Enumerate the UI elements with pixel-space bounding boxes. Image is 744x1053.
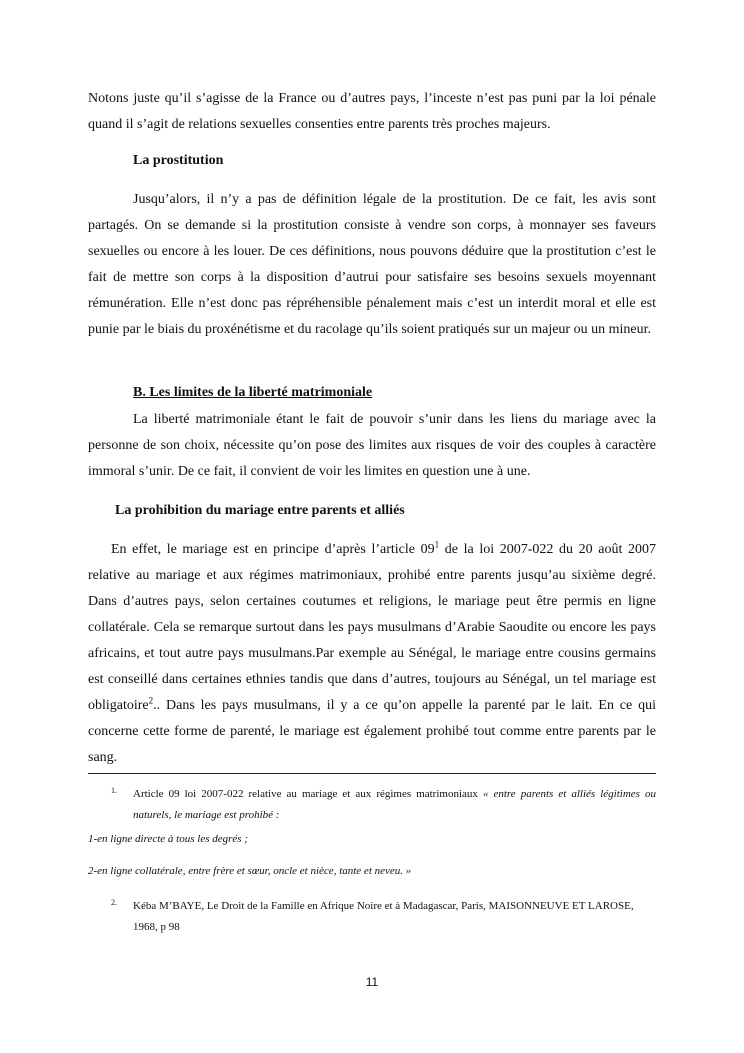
footnote-number-2: 2. <box>111 898 117 907</box>
footnote-1-quote: « entre parents et alliés légitimes ou naturels, le mariage est prohibé : <box>133 788 656 821</box>
footnote-separator <box>88 773 656 774</box>
paragraph-section-b: La liberté matrimoniale étant le fait de pouvoir s’unir dans les liens du mariage avec la personne de son choix, nécessite qu’on pose des limites aux risques de voir des couples à caractère immoral s’unir. De ce fait, il convient de voir les limites en question une à une. <box>88 412 656 479</box>
heading-prohibition: La prohibition du mariage entre parents et alliés <box>115 503 405 518</box>
heading-prostitution: La prostitution <box>133 153 224 168</box>
heading-section-b: B. Les limites de la liberté matrimoniale <box>133 385 373 400</box>
page-number: 11 <box>365 975 379 989</box>
footnote-1-text: Article 09 loi 2007-022 relative au mariage et aux régimes matrimoniaux <box>133 788 483 800</box>
footnote-1-line-2: 1-en ligne directe à tous les degrés ; <box>88 833 248 845</box>
prohibition-text-3: .. Dans les pays musulmans, il y a ce qu’on appelle la parenté par le lait. En ce qui concerne cette forme de parenté, le mariage est également prohibé tout comme entre parents par le sang. <box>88 698 656 765</box>
paragraph-prohibition <box>88 537 656 771</box>
footnote-ref-1: 1 <box>434 539 440 550</box>
footnote-2: Kéba M’BAYE, Le Droit de la Famille en Afrique Noire et à Madagascar, Paris, MAISONNEUVE ET LAROSE, 1968, p 98 <box>133 900 634 933</box>
paragraph-prostitution: Jusqu’alors, il n’y a pas de définition légale de la prostitution. De ce fait, les avis sont partagés. On se demande si la prostitution consiste à vendre son corps, à monnayer ses faveurs sexuelles ou encore à les louer. De ces définitions, nous pouvons déduire que la prostitution c’est le fait de mettre son corps à la disposition d’autrui pour satisfaire ses besoins sexuels moyennant rémunération. Elle n’est donc pas répréhensible pénalement mais c’est un interdit moral et elle est punie par le biais du proxénétisme et du racolage qu’ils soient pratiqués sur un majeur ou un mineur. <box>88 192 656 337</box>
footnote-1-line-3: 2-en ligne collatérale, entre frère et sœur, oncle et nièce, tante et neveu. » <box>88 865 412 877</box>
footnote-1 <box>133 784 656 826</box>
prohibition-text-2: de la loi 2007-022 du 20 août 2007 relative au mariage et aux régimes matrimoniaux, prohibé entre parents jusqu’au sixième degré. Dans d’autres pays, selon certaines coutumes et religions, le mariage peut être permis en ligne collatérale. Cela se remarque surtout dans les pays musulmans d’Arabie Saoudite ou encore les pays africains, et tout autre pays musulmans.Par exemple au Sénégal, le mariage entre cousins germains est conseillé dans certaines ethnies tandis que dans d’autres, toujours au Sénégal, un tel mariage est obligatoire <box>88 542 656 713</box>
prohibition-text-1: En effet, le mariage est en principe d’après l’article 09 <box>111 542 435 557</box>
footnote-number-1: 1. <box>111 786 117 795</box>
footnote-ref-2: 2 <box>148 695 154 706</box>
paragraph-inceste: Notons juste qu’il s’agisse de la France ou d’autres pays, l’inceste n’est pas puni par la loi pénale quand il s’agit de relations sexuelles consenties entre parents très proches majeurs. <box>88 91 656 132</box>
